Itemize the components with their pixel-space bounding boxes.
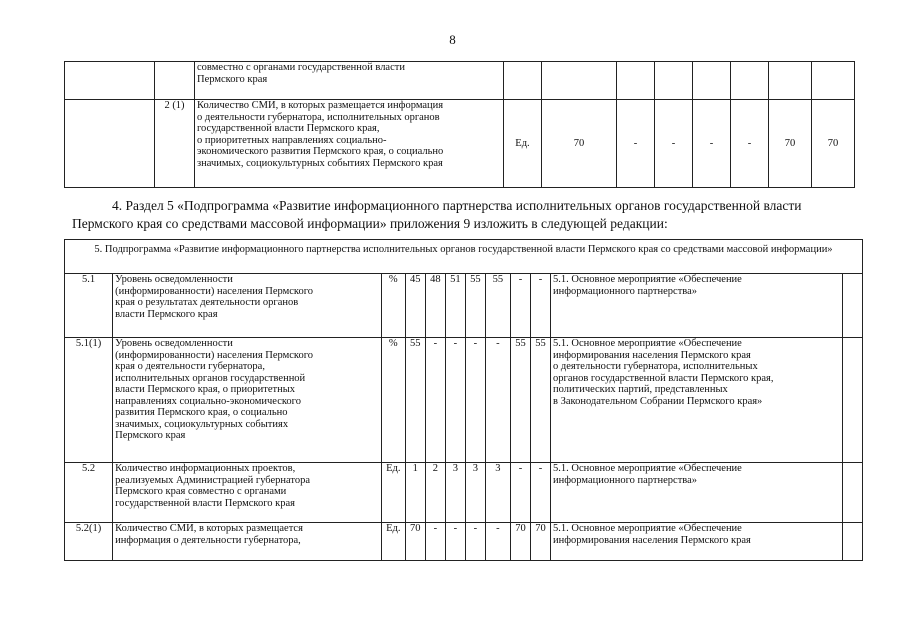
value-cell: - xyxy=(617,100,655,188)
row-number: 5.1(1) xyxy=(65,338,113,463)
unit: % xyxy=(381,338,405,463)
value-cell: 1 xyxy=(405,463,425,523)
indicator-text: Количество информационных проектов, реализуемых Администрацией губернатора Пермского края совместно с органами государственной власти Пермского края xyxy=(113,463,382,523)
value-cell: 55 xyxy=(510,338,530,463)
value-cell: - xyxy=(465,523,485,561)
indicator-text: Количество СМИ, в которых размещается информация о деятельности губернатора, xyxy=(113,523,382,561)
measure-text: 5.1. Основное мероприятие «Обеспечение информирования населения Пермского края xyxy=(551,523,843,561)
value-cell: 55 xyxy=(530,338,550,463)
indicator-text: Уровень осведомленности (информированности) населения Пермского края о деятельности губернатора, исполнительных органов государственной власти Пермского края, о приоритетных направлениях социально-экономического развития Пермского края, о социально значимых, социокультурных событиях Пермского края xyxy=(113,338,382,463)
table-row xyxy=(65,463,863,523)
indicator-text: Уровень осведомленности (информированности) населения Пермского края о результатах деятельности органов власти Пермского края xyxy=(113,274,382,338)
unit: Ед. xyxy=(381,523,405,561)
value-cell: 45 xyxy=(405,274,425,338)
value-cell: 70 xyxy=(510,523,530,561)
measure-text: 5.1. Основное мероприятие «Обеспечение информационного партнерства» xyxy=(551,463,843,523)
table-row xyxy=(65,274,863,338)
measure-text: 5.1. Основное мероприятие «Обеспечение информационного партнерства» xyxy=(551,274,843,338)
value-cell: - xyxy=(425,523,445,561)
value-cell: - xyxy=(485,523,510,561)
value-cell: - xyxy=(445,523,465,561)
measure-text: 5.1. Основное мероприятие «Обеспечение информирования населения Пермского края о деятельности губернатора, исполнительных органов государственной власти Пермского края, политических партий, представленных в Законодательном Собрании Пермского края» xyxy=(551,338,843,463)
value-cell: 3 xyxy=(465,463,485,523)
value-cell: - xyxy=(530,274,550,338)
row-number: 5.2(1) xyxy=(65,523,113,561)
value-cell: - xyxy=(510,463,530,523)
value-cell: 2 xyxy=(425,463,445,523)
section-header-row xyxy=(65,240,863,274)
row-number: 5.1 xyxy=(65,274,113,338)
top-table xyxy=(64,61,855,188)
row-number: 2 (1) xyxy=(155,100,195,188)
value-cell: - xyxy=(445,338,465,463)
value-cell: 70 xyxy=(542,100,617,188)
unit: Ед. xyxy=(504,100,542,188)
value-cell: 55 xyxy=(485,274,510,338)
table-row xyxy=(65,523,863,561)
page-number: 8 xyxy=(449,32,456,47)
unit: Ед. xyxy=(381,463,405,523)
value-cell: 70 xyxy=(769,100,812,188)
value-cell: - xyxy=(510,274,530,338)
row-number: 5.2 xyxy=(65,463,113,523)
instruction-paragraph: 4. Раздел 5 «Подпрограмма «Развитие информационного партнерства исполнительных органов государственной власти Пермского края со средствами массовой информации» приложения 9 изложить в следующей редакции: xyxy=(72,198,802,231)
value-cell: 3 xyxy=(485,463,510,523)
section-table xyxy=(64,239,863,561)
value-cell: - xyxy=(655,100,693,188)
table-row xyxy=(65,62,855,100)
value-cell: 51 xyxy=(445,274,465,338)
value-cell: 70 xyxy=(812,100,855,188)
value-cell: 55 xyxy=(405,338,425,463)
value-cell: 70 xyxy=(530,523,550,561)
value-cell: - xyxy=(485,338,510,463)
value-cell: - xyxy=(693,100,731,188)
value-cell: - xyxy=(465,338,485,463)
value-cell: 3 xyxy=(445,463,465,523)
value-cell: - xyxy=(530,463,550,523)
value-cell: - xyxy=(425,338,445,463)
table-row xyxy=(65,100,855,188)
table-row xyxy=(65,338,863,463)
value-cell: 70 xyxy=(405,523,425,561)
continued-text: совместно с органами государственной власти Пермского края xyxy=(195,62,504,100)
unit: % xyxy=(381,274,405,338)
indicator-text: Количество СМИ, в которых размещается информация о деятельности губернатора, исполнительных органов государственной власти Пермского края, о приоритетных направлениях социально- экономического развития Пермского края, о социально значимых, социокультурных событиях Пермского края xyxy=(195,100,504,188)
value-cell: 55 xyxy=(465,274,485,338)
section-header: 5. Подпрограмма «Развитие информационного партнерства исполнительных органов государственной власти Пермского края со средствами массовой информации» xyxy=(65,240,863,274)
value-cell: - xyxy=(731,100,769,188)
value-cell: 48 xyxy=(425,274,445,338)
